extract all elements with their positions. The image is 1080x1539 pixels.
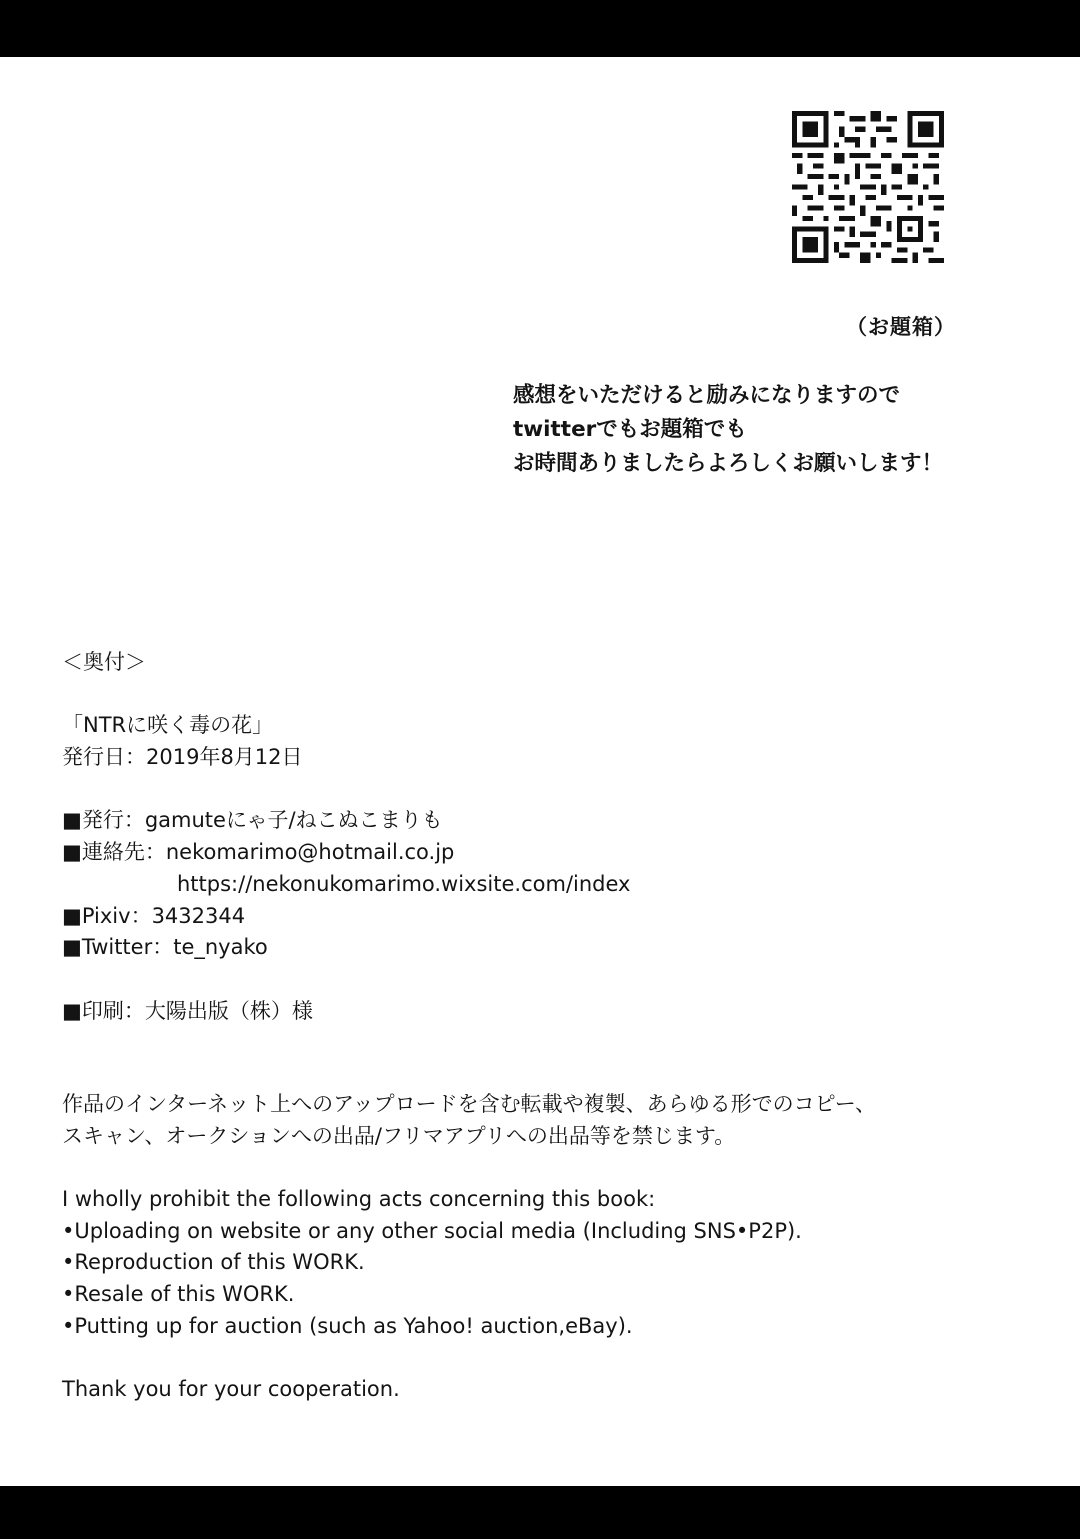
pixiv-id: ■Pixiv：3432344 [62, 903, 246, 928]
book-title: 「NTRに咲く毒の花」 [62, 713, 274, 738]
message-line: お時間ありましたらよろしくお願いします！ [513, 451, 944, 476]
notice-en-item: • Resale of this WORK. [62, 1279, 876, 1311]
message-line: twitterでもお題箱でも [513, 417, 747, 442]
reader-message [513, 379, 943, 481]
qr-code-icon[interactable] [792, 111, 944, 263]
publication-date: 発行日：2019年8月12日 [62, 745, 303, 770]
twitter-handle: ■Twitter：te_nyako [62, 935, 268, 960]
notice-en-item: • Reproduction of this WORK. [62, 1247, 876, 1279]
colophon [62, 647, 630, 1027]
notice-jp-line: 作品のインターネット上へのアップロードを含む転載や複製、あらゆる形でのコピー、 [62, 1092, 876, 1116]
publisher: ■発行：gamuteにゃ子/ねこぬこまりも [62, 808, 443, 833]
qr-caption: （お題箱） [846, 315, 956, 339]
copyright-notice [62, 1089, 876, 1406]
message-line: 感想をいただけると励みになりますので [513, 383, 901, 408]
notice-en-intro: I wholly prohibit the following acts concerning this book: [62, 1187, 656, 1212]
notice-thanks: Thank you for your cooperation. [62, 1377, 400, 1402]
notice-jp-line: スキャン、オークションへの出品/フリマアプリへの出品等を禁じます。 [62, 1123, 736, 1148]
notice-en-item: • Uploading on website or any other social media (Including SNS•P2P). [62, 1216, 876, 1248]
colophon-heading: ＜奥付＞ [62, 650, 146, 674]
printer: ■印刷：大陽出版（株）様 [62, 998, 313, 1023]
website-link[interactable]: https://nekonukomarimo.wixsite.com/index [177, 871, 631, 896]
colophon-page [0, 57, 1080, 1486]
notice-en-item: • Putting up for auction (such as Yahoo! auction,eBay). [62, 1311, 876, 1343]
contact-email[interactable]: ■連絡先：nekomarimo@hotmail.co.jp [62, 840, 455, 865]
